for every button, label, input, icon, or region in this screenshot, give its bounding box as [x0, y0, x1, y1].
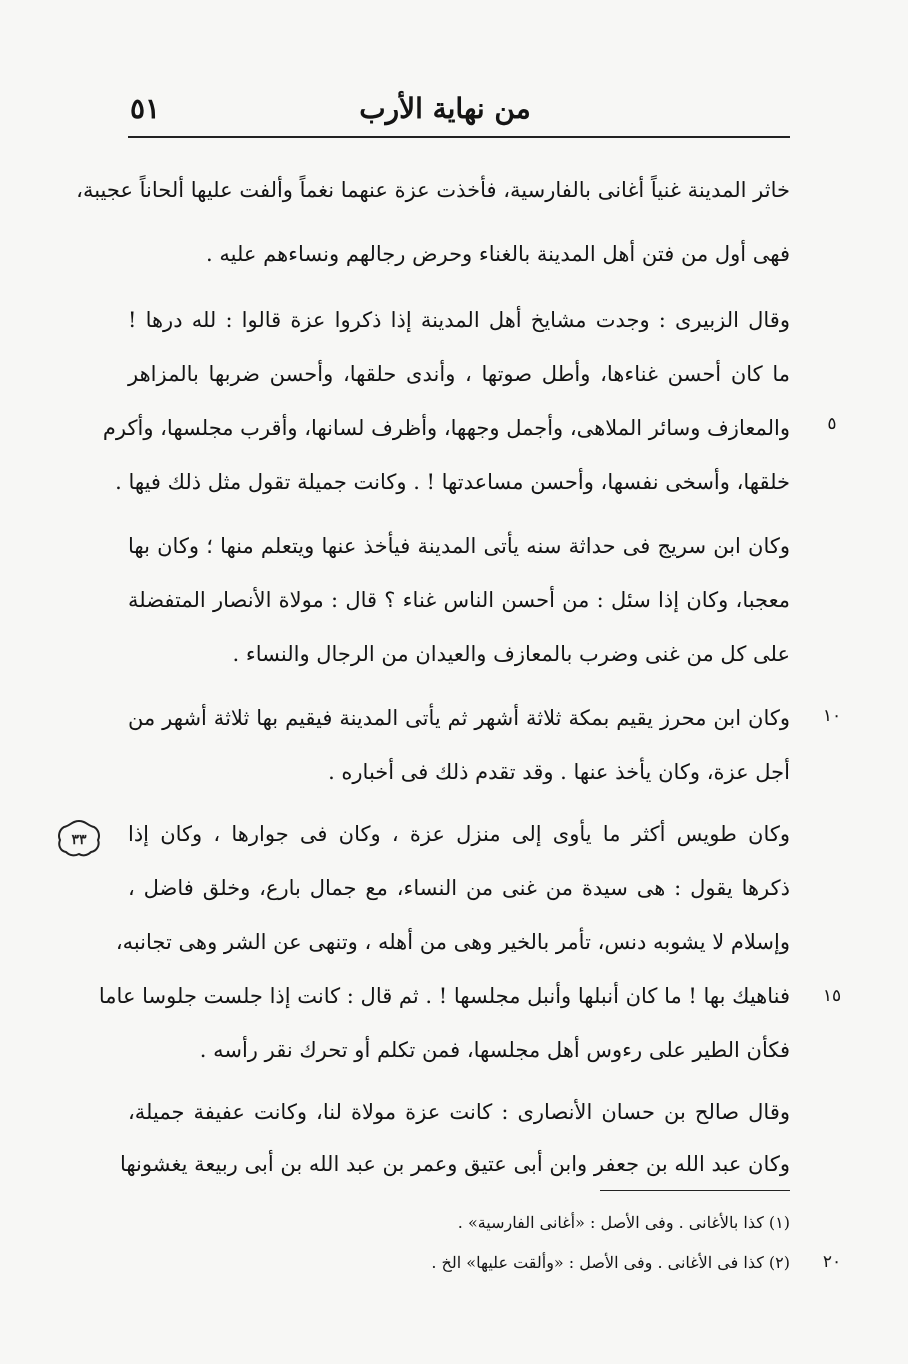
- running-title: من نهاية الأرب: [359, 92, 531, 125]
- margin-seal-number: ٣٣: [71, 832, 87, 848]
- line-number: ١٠: [822, 706, 842, 726]
- text-line: خلقها، وأسخى نفسها، وأحسن مساعدتها ! . وكانت جميلة تقول مثل ذلك فيها .: [115, 470, 790, 494]
- text-line: وكان ابن سريج فى حداثة سنه يأتى المدينة فيأخذ عنها ويتعلم منها ؛ وكان بها: [128, 534, 790, 558]
- text-line: والمعازف وسائر الملاهى، وأجمل وجهها، وأظرف لسانها، وأقرب مجلسها، وأكرم: [102, 416, 790, 440]
- text-line: معجبا، وكان إذا سئل : من أحسن الناس غناء ؟ قال : مولاة الأنصار المتفضلة: [128, 588, 790, 612]
- footnote: (١) كذا بالأغانى . وفى الأصل : «أغانى الفارسية» .: [457, 1213, 790, 1232]
- margin-seal-icon: [56, 818, 102, 858]
- text-line: ذكرها يقول : هى سيدة من غنى من النساء، مع جمال بارع، وخلق فاضل ،: [128, 876, 790, 900]
- line-number: ٥: [827, 414, 837, 434]
- header-rule: [128, 136, 790, 138]
- text-line: على كل من غنى وضرب بالمعازف والعيدان من الرجال والنساء .: [232, 642, 790, 666]
- page-number: ٥١: [130, 92, 161, 125]
- text-line: فكأن الطير على رءوس أهل مجلسها، فمن تكلم أو تحرك نقر رأسه .: [199, 1038, 790, 1062]
- text-line: وقال الزبيرى : وجدت مشايخ أهل المدينة إذا ذكروا عزة قالوا : لله درها !: [128, 308, 790, 332]
- text-line: وكان ابن محرز يقيم بمكة ثلاثة أشهر ثم يأتى المدينة فيقيم بها ثلاثة أشهر من: [128, 706, 790, 730]
- text-line: أجل عزة، وكان يأخذ عنها . وقد تقدم ذلك فى أخباره .: [328, 760, 790, 784]
- text-line: خاثر المدينة غنياً أغانى بالفارسية، فأخذت عزة عنهما نغماً وألفت عليها ألحاناً عجيبة،: [76, 178, 790, 202]
- footnote: (٢) كذا فى الأغانى . وفى الأصل : «وألقت عليها» الخ .: [431, 1253, 790, 1272]
- text-line: فناهيك بها ! ما كان أنبلها وأنبل مجلسها ! . ثم قال : كانت إذا جلست جلوسا عاما: [98, 984, 790, 1008]
- text-line: فهى أول من فتن أهل المدينة بالغناء وحرض رجالهم ونساءهم عليه .: [206, 242, 790, 266]
- text-line: وكان طويس أكثر ما يأوى إلى منزل عزة ، وكان فى جوارها ، وكان إذا: [128, 822, 790, 846]
- text-line: وقال صالح بن حسان الأنصارى : كانت عزة مولاة لنا، وكانت عفيفة جميلة،: [128, 1100, 790, 1124]
- text-line: وإسلام لا يشوبه دنس، تأمر بالخير وهى من أهله ، وتنهى عن الشر وهى تجانبه،: [115, 930, 790, 954]
- text-line: وكان عبد الله بن جعفر وابن أبى عتيق وعمر بن عبد الله بن أبى ربيعة يغشونها: [119, 1152, 790, 1176]
- line-number: ١٥: [822, 986, 842, 1006]
- text-line: ما كان أحسن غناءها، وأطل صوتها ، وأندى حلقها، وأحسن ضربها بالمزاهر: [128, 362, 790, 386]
- footnote-rule: [600, 1190, 790, 1191]
- line-number: ٢٠: [822, 1252, 842, 1272]
